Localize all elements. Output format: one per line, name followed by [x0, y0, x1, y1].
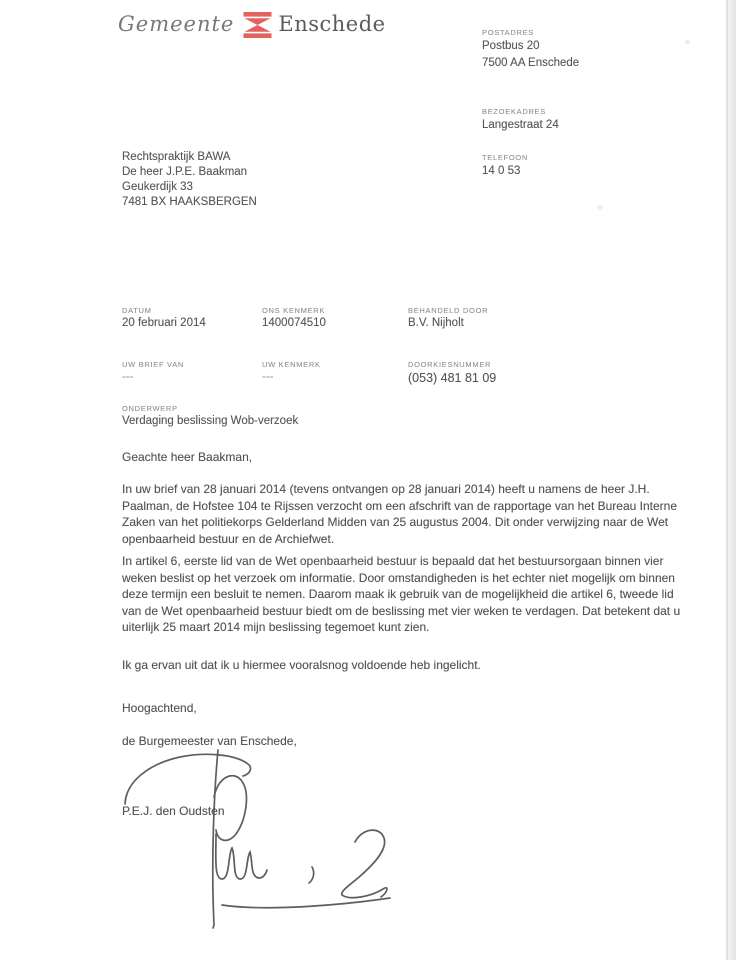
- behandeld-door-label: BEHANDELD DOOR: [408, 306, 489, 315]
- uw-brief-van-field: [122, 360, 184, 383]
- uw-kenmerk-label: UW KENMERK: [262, 360, 321, 369]
- paragraph-3: Ik ga ervan uit dat ik u hiermee vooralsnog voldoende heb ingelicht.: [122, 658, 481, 672]
- uw-kenmerk-field: [262, 360, 321, 383]
- behandeld-door-field: [408, 306, 488, 329]
- scan-edge-strip: [727, 0, 736, 960]
- datum-field: [122, 306, 206, 329]
- ons-kenmerk-value: 1400074510: [262, 317, 326, 329]
- paragraph-1: In uw brief van 28 januari 2014 (tevens ontvangen op 28 januari 2014) heeft u namens de heer J.H. Paalman, de Hofstee 104 te Rijssen verzocht om een afschrift van de rapportage van het Bureau Interne Zaken van het politiekorps Gelderland Midden van 25 augustus 2004. Dit onder verwijzing naar de Wet openbaarheid bestuur en de Archiefwet.: [122, 482, 677, 546]
- onderwerp-label: ONDERWERP: [122, 404, 178, 413]
- doorkiesnummer-value: (053) 481 81 09: [408, 371, 497, 385]
- logo-prefix-text: Gemeente: [118, 12, 235, 36]
- recipient-address: [122, 150, 257, 210]
- recipient-line: 7481 BX HAAKSBERGEN: [122, 196, 257, 208]
- datum-label: DATUM: [122, 306, 152, 315]
- bezoekadres-label: BEZOEKADRES: [482, 107, 546, 116]
- postadres-line1: Postbus 20: [482, 40, 540, 52]
- postadres-label: POSTADRES: [482, 28, 535, 37]
- uw-brief-van-label: UW BRIEF VAN: [122, 360, 185, 369]
- ons-kenmerk-field: [262, 306, 326, 329]
- scan-speck: [685, 40, 690, 44]
- signature-scribble: [100, 742, 430, 942]
- salutation: Geachte heer Baakman,: [122, 450, 253, 464]
- scan-speck: [597, 205, 603, 210]
- municipality-logo: [118, 10, 386, 38]
- recipient-line: Rechtspraktijk BAWA: [122, 151, 231, 163]
- bezoekadres-block: [482, 107, 559, 133]
- signoff: de Burgemeester van Enschede,: [122, 734, 297, 748]
- recipient-line: De heer J.P.E. Baakman: [122, 166, 248, 178]
- uw-brief-van-value: ---: [122, 371, 134, 383]
- signer-name: P.E.J. den Oudsten: [122, 804, 225, 818]
- bezoekadres-line1: Langestraat 24: [482, 119, 559, 131]
- postadres-line2: 7500 AA Enschede: [482, 57, 580, 69]
- paragraph-2: In artikel 6, eerste lid van de Wet openbaarheid bestuur is bepaald dat het bestuursorgaan binnen vier weken beslist op het verzoek om informatie. Door omstandigheden is het echter niet mogelijk om binnen deze termijn een besluit te nemen. Daarom maak ik gebruik van de mogelijkheid die artikel 6, tweede lid van de Wet openbaarheid bestuur biedt om de beslissing met vier weken te verdagen. Dat betekent dat u uiterlijk 25 maart 2014 mijn beslissing tegemoet kunt zien.: [122, 554, 681, 634]
- uw-kenmerk-value: ---: [262, 371, 274, 383]
- onderwerp-field: [122, 404, 298, 427]
- enschede-logo-icon: [243, 12, 272, 38]
- onderwerp-value: Verdaging beslissing Wob-verzoek: [122, 415, 299, 427]
- doorkiesnummer-label: DOORKIESNUMMER: [408, 360, 492, 369]
- ons-kenmerk-label: ONS KENMERK: [262, 306, 326, 315]
- postadres-block: [482, 28, 579, 71]
- telefoon-value: 14 0 53: [482, 165, 521, 177]
- logo-name-text: Enschede: [278, 12, 386, 36]
- doorkiesnummer-field: [408, 360, 496, 385]
- behandeld-door-value: B.V. Nijholt: [408, 317, 464, 329]
- recipient-line: Geukerdijk 33: [122, 181, 193, 193]
- telefoon-block: [482, 153, 528, 179]
- datum-value: 20 februari 2014: [122, 317, 206, 329]
- closing: Hoogachtend,: [122, 701, 197, 715]
- telefoon-label: TELEFOON: [482, 153, 529, 162]
